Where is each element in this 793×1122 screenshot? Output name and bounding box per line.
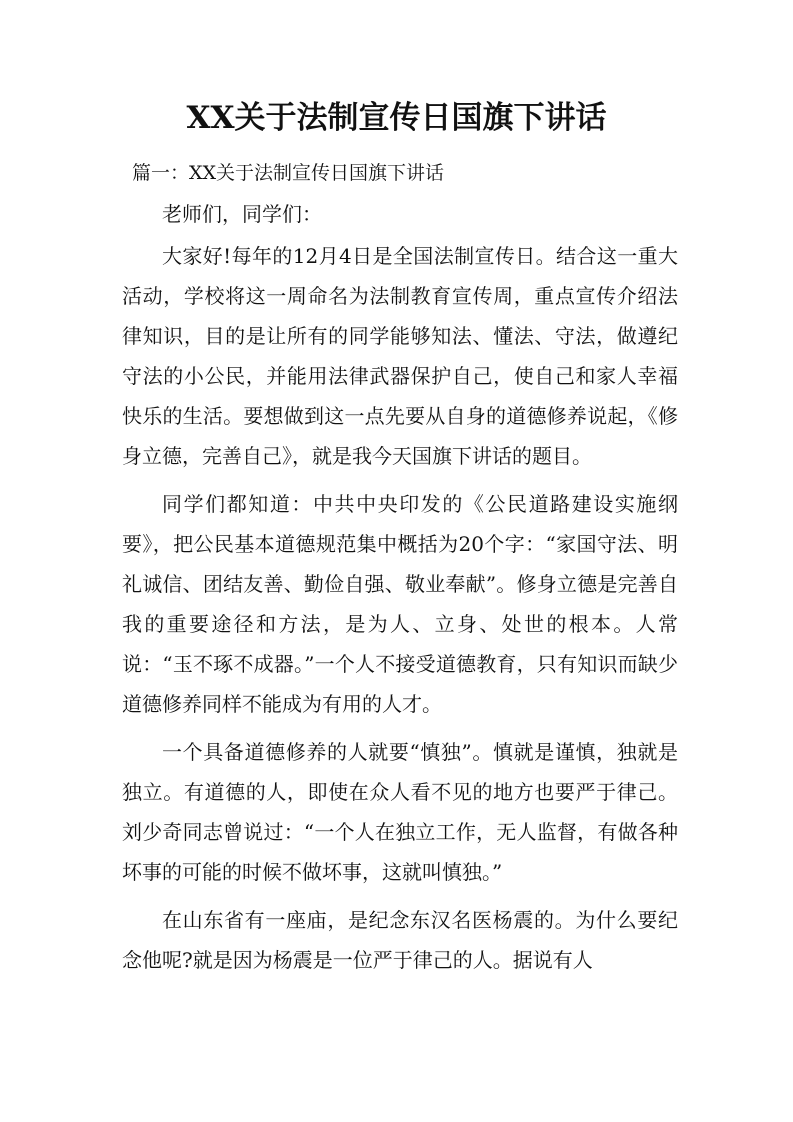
paragraph: 在山东省有一座庙，是纪念东汉名医杨震的。为什么要纪念他呢?就是因为杨震是一位严于律己的人。据说有人 bbox=[122, 908, 678, 972]
document-subtitle: 篇一：XX关于法制宣传日国旗下讲话 bbox=[132, 162, 445, 184]
document-body bbox=[122, 194, 678, 988]
document-title: XX关于法制宣传日国旗下讲话 bbox=[186, 100, 607, 136]
paragraph: 同学们都知道：中共中央印发的《公民道路建设实施纲要》，把公民基本道德规范集中概括为20个字：“家国守法、明礼诚信、团结友善、勤俭自强、敬业奉献”。修身立德是完善自我的重要途径和方法，是为人、立身、处世的根本。人常说：“玉不琢不成器。”一个人不接受道德教育，只有知识而缺少道德修养同样不能成为有用的人才。 bbox=[122, 492, 678, 716]
paragraph: 大家好!每年的12月4日是全国法制宣传日。结合这一重大活动，学校将这一周命名为法制教育宣传周，重点宣传介绍法律知识，目的是让所有的同学能够知法、懂法、守法，做遵纪守法的小公民，并能用法律武器保护自己，使自己和家人幸福快乐的生活。要想做到这一点先要从自身的道德修养说起，《修身立德，完善自己》，就是我今天国旗下讲话的题目。 bbox=[122, 244, 678, 468]
paragraph-greeting: 老师们，同学们： bbox=[162, 202, 322, 226]
paragraph: 一个具备道德修养的人就要“慎独”。慎就是谨慎，独就是独立。有道德的人，即使在众人看不见的地方也要严于律己。刘少奇同志曾说过：“一个人在独立工作，无人监督，有做各种坏事的可能的时候不做坏事，这就叫慎独。” bbox=[122, 740, 678, 884]
